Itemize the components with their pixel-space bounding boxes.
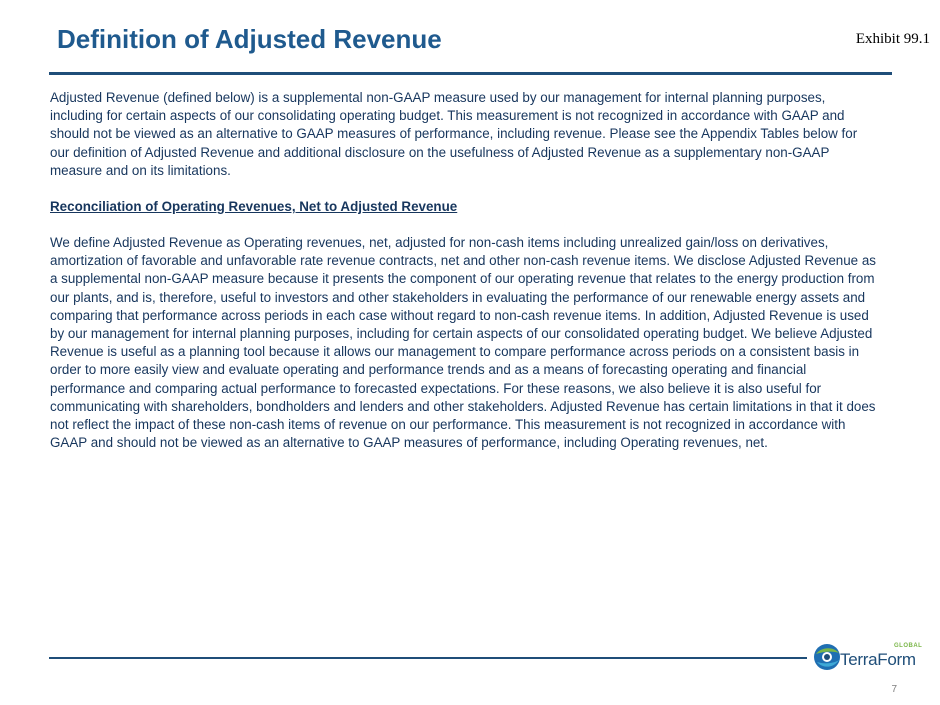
definition-paragraph: We define Adjusted Revenue as Operating revenues, net, adjusted for non-cash items including unrealized gain/loss on derivatives, amortization of favorable and unfavorable rate revenue contracts, net and other non-cash revenue items. We disclose Adjusted Revenue as a supplemental non-GAAP measure because it presents the component of our operating revenue that relates to the energy production from our plants, and is, therefore, useful to investors and other stakeholders in evaluating the performance of our renewable energy assets and comparing that performance across periods in each case without regard to non-cash revenue items. In addition, Adjusted Revenue is used by our management for internal planning purposes, including for certain aspects of our consolidated operating budget. We believe Adjusted Revenue is useful as a planning tool because it allows our management to compare performance across periods on a consistent basis in order to more easily view and evaluate operating and performance trends and as a means of forecasting operating and financial performance and comparing actual performance to forecasted expectations. For these reasons, we also believe it is also useful for communicating with shareholders, bondholders and lenders and other stakeholders. Adjusted Revenue has certain limitations in that it does not reflect the impact of these non-cash items of revenue on our performance. This measurement is not recognized in accordance with GAAP and should not be viewed as an alternative to GAAP measures of performance, including Operating revenues, net. (50, 235, 876, 451)
page-number: 7 (891, 684, 897, 695)
logo-wordmark: TerraForm (840, 650, 916, 669)
intro-paragraph: Adjusted Revenue (defined below) is a supplemental non-GAAP measure used by our management for internal planning purposes, including for certain aspects of our consolidating operating budget. This measurement is not recognized in accordance with GAAP and should not be viewed as an alternative to GAAP measures of performance, including revenue. Please see the Appendix Tables below for our definition of Adjusted Revenue and additional disclosure on the usefulness of Adjusted Revenue as a supplementary non-GAAP measure and on its limitations. (50, 90, 858, 178)
footer-divider (49, 657, 807, 659)
logo-tagline: GLOBAL (894, 643, 923, 649)
section-heading: Reconciliation of Operating Revenues, Net to Adjusted Revenue (50, 199, 458, 214)
terraform-logo (812, 640, 934, 676)
page-title: Definition of Adjusted Revenue (57, 24, 442, 54)
header-divider (49, 72, 892, 75)
globe-icon (812, 642, 842, 672)
exhibit-label: Exhibit 99.1 (855, 31, 930, 47)
